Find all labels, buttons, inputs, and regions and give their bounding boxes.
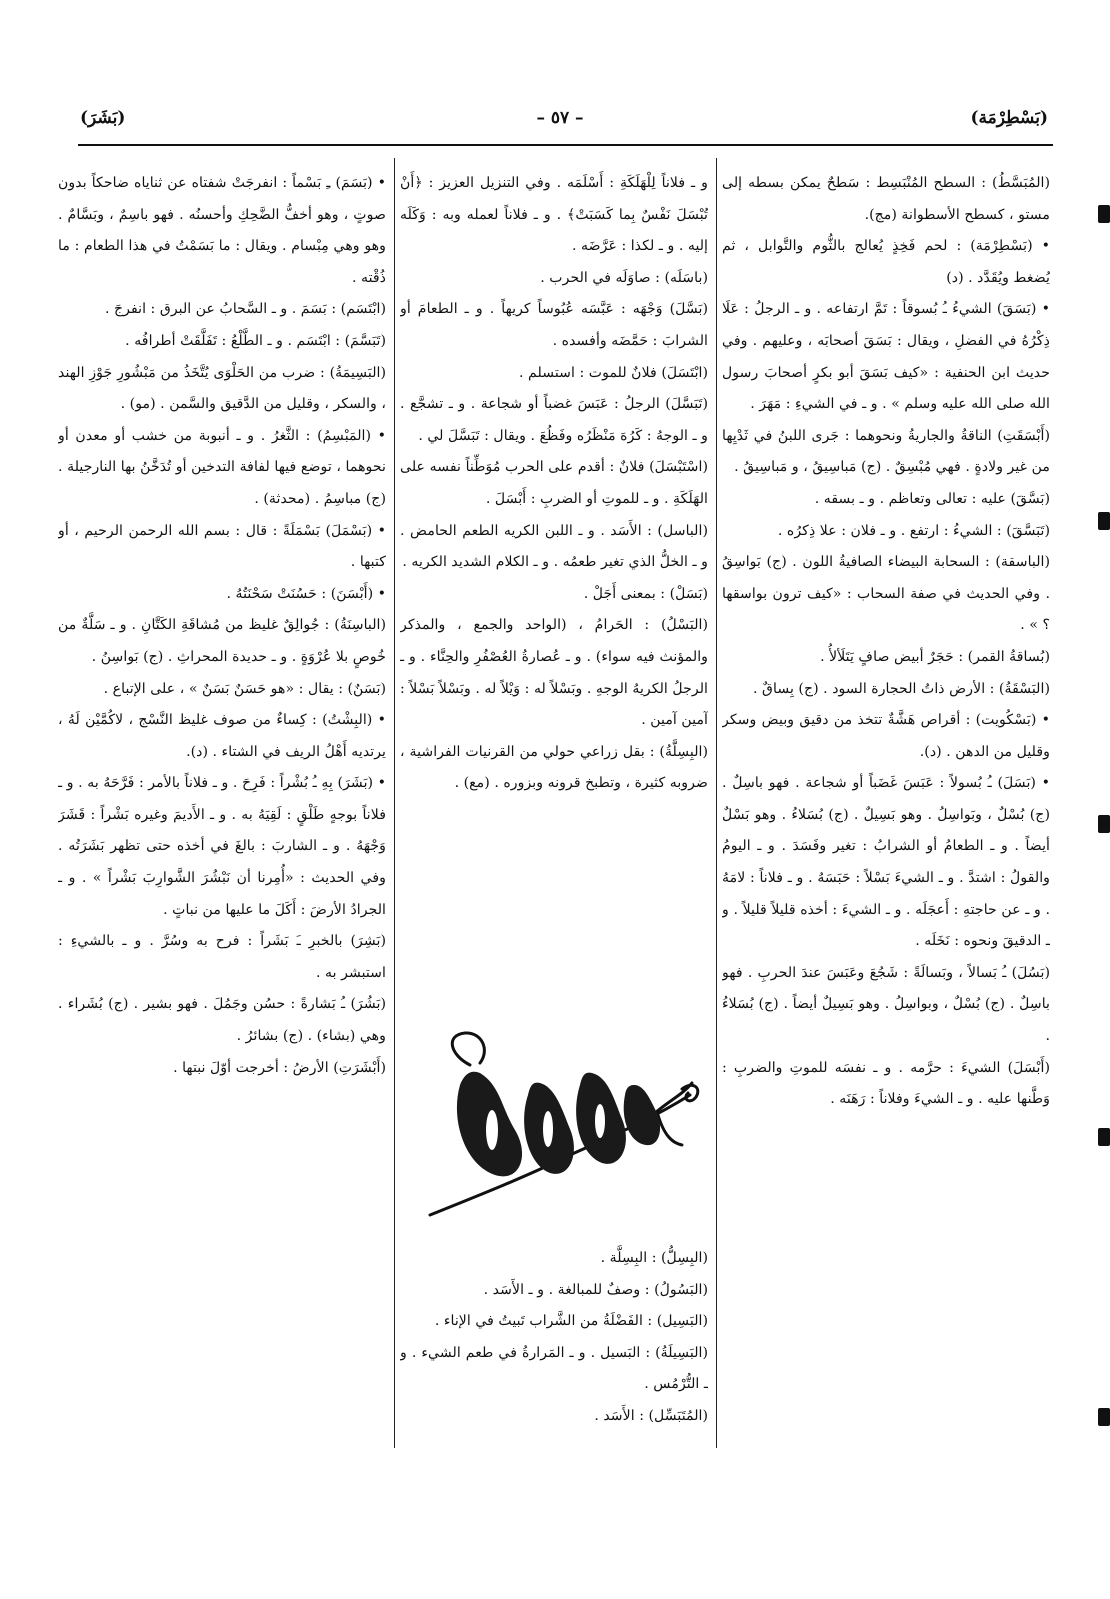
pea-plant-illustration <box>420 1025 720 1235</box>
entry: (البَسِيلَةُ) : البَسيل . و ـ المَرارةُ في طعم الشيء . و ـ التُّرْمُس . <box>400 1344 708 1393</box>
entry: • (بَسَقَ) الشيءُ ـُ بُسوقاً : تَمَّ ارتفاعه . و ـ الرجلُ : عَلَا ذِكْرُهُ في الفضلِ ، ويقال : بَسَقَ أصحابَه ، وعليهم . وفي حديث ابن الحنفية : «كيف بَسَقَ أبو بكرٍ أصحابَ رسول الله صلى الله عليه وسلم » . و ـ في الشيءِ : مَهَرَ . <box>722 301 1050 413</box>
entry: (الباسل) : الأَسَد . و ـ اللبن الكريه الطعم الحامض . و ـ الخلُّ الذي تغير طعمُه . و ـ الكلام الشديد الكريه . <box>400 522 708 571</box>
entry: (ابْتَسَلَ) فلانٌ للموت : استسلم . <box>519 364 708 381</box>
entry: (بَسُلَ) ـُ بَسالاً ، وبَسالَةً : شَجُعَ وعَبَسَ عندَ الحربِ . فهو باسِلٌ . (ج) بُسْلٌ ، وبواسِلُ . وهو بَسِيلٌ أيضاً . (ج) بُسَلاءُ . <box>722 964 1050 1045</box>
column-right <box>722 168 1050 1443</box>
entry: (البِسِلَّةُ) : بقل زراعي حولي من القرنيات الفراشية ، ضروبه كثيرة ، وتطبخ قرونه وبزوره . (مع) . <box>400 743 708 792</box>
entry: (بَسَّلَ) وَجْهَه : عَبَّسَه عُبُوساً كريهاً . و ـ الطعامَ أو الشرابَ : حَمَّضَه وأفسده . <box>400 301 708 349</box>
entry: (الباسِنَةُ) : جُوالِقٌ غليظ من مُشاقَةِ الكَتَّانِ . و ـ سَلَّةٌ من خُوصٍ بلا عُرْوَةٍ . و ـ حديدة المحراثِ . (ج) بَواسِنُ . <box>58 617 386 665</box>
entry: (البَسْلُ) : الحَرامُ ، (الواحد والجمع ، والمذكر والمؤنث فيه سواء) . و ـ عُصارةُ العُصْفُرِ والحِنَّاء . و ـ الرجلُ الكريهُ الوجهِ . وبَسْلاً له : وَيْلاً له . وبَسْلاً بَسْلاً : آمين آمين . <box>400 617 708 729</box>
entry: • (بَشَرَ) بِهِ ـُ بُشْراً : فَرِحَ . و ـ فلاناً بالأمر : فَرَّحَهُ به . و ـ فلاناً بوجهٍ طَلْقٍ : لَقِيَهُ به . و ـ الأَديمَ وغيره بَشْراً : قَشَرَ وَجْهَهُ . و ـ الشاربَ : بالغَ في أخذه حتى تظهر بَشَرَتُه . وفي الحديث : «أُمِرنا أن نَبْشُرَ الشَّوارِبَ بَشْراً » . و ـ الجرادُ الأرضَ : أَكَلَ ما عليها من نباتٍ . <box>58 775 386 918</box>
entry: و ـ فلاناً لِلْهَلَكَةِ : أَسْلَمَه . وفي التنزيل العزيز : ﴿أَنْ تُبْسَلَ نَفْسٌ بِما كَسَبَتْ﴾ . و ـ فلاناً لعمله وبه : وَكَلَه إليه . و ـ لكذا : عَرَّضَه . <box>400 175 708 255</box>
column-divider-left <box>394 158 395 1448</box>
column-middle-continued <box>400 1243 708 1443</box>
entry: (اسْتَبْسَلَ) فلانٌ : أقدم على الحرب مُوَطِّناً نفسه على الهَلَكَةِ . و ـ للموتِ أو الضربِ : أَبْسَلَ . <box>400 459 708 507</box>
scan-edge-mark <box>1098 1128 1110 1146</box>
page-number: – ٥٧ – <box>536 108 584 128</box>
column-middle <box>400 168 708 998</box>
entry: (بَسَّقَ) عليه : تعالى وتعاظم . و ـ بسقه . <box>814 490 1050 507</box>
entry: • (بَسْطِرْمَة) : لحم فَخِذٍ يُعالج بالثُّوم والتَّوابل ، ثم يُضغط ويُقَدَّد . (د) <box>722 238 1050 286</box>
entry: (تَبَسَّمَ) : ابْتَسَم . و ـ الطَّلْعُ : تَفَلَّقَتْ أطرافُه . <box>125 332 386 349</box>
entry: (أَبْسَلَ) الشيءَ : حرَّمه . و ـ نفسَه للموتِ والضربِ : وَطَّنها عليه . و ـ الشيءَ وفلاناً : رَهَنَه . <box>722 1059 1050 1108</box>
entry: (بَسَنٌ) : يقال : «هو حَسَنٌ بَسَنٌ » ، على الإتباع . <box>103 680 386 697</box>
entry: (تَبَسَّقَ) : الشيءُ : ارتفع . و ـ فلان : علا ذِكرُه . <box>777 522 1050 539</box>
scan-edge-mark <box>1098 512 1110 530</box>
entry: (المُبَسَّطُ) : السطح المُنْبَسِط : سَطحٌ يمكن بسطه إلى مستو ، كسطح الأسطوانة (مج). <box>722 175 1050 223</box>
entry: • (البِشْتُ) : كِساءٌ من صوف غليظ النَّسْج ، لاكُمَّيْن لَهُ ، يرتديه أَهْلُ الريف في الشتاء . (د). <box>58 712 386 760</box>
entry: (باسَلَه) : صاوَلَه في الحرب . <box>540 269 708 286</box>
entry: • (بَسْمَلَ) بَسْمَلَةً : قال : بسم الله الرحمن الرحيم ، أو كتبها . <box>58 522 386 571</box>
entry: (البَسُولُ) : وصفٌ للمبالغة . و ـ الأَسَد . <box>483 1281 708 1298</box>
entry: (البِسِلُّ) : البِسِلَّة . <box>600 1250 708 1266</box>
entry: • (بَسْكُويت) : أقراص هَشَّةٌ تتخذ من دقيق وبيض وسكر وقليل من الدهن . (د). <box>722 712 1050 760</box>
entry: (البَسِيل) : الفَضْلَةُ من الشَّراب تَبيتُ في الإناء . <box>434 1313 708 1330</box>
entry: (أَبْشَرَتِ) الأرضُ : أخرجت أوّلَ نبتها . <box>173 1059 386 1076</box>
entry: (بَسَلْ) : بمعنى أَجَلْ . <box>583 585 708 602</box>
entry: (أَبْسَقَتِ) الناقةُ والجاريةُ ونحوهما : جَرى اللبنُ في ثَدْيِها من غير ولادةٍ . فهي مُبْسِقٌ . (ج) مَباسِيقُ ، و مَباسِيقُ . <box>722 427 1050 476</box>
header-right-keyword: (بَسْطِرْمَة) <box>970 108 1048 128</box>
entry: (بَشُرَ) ـُ بَشارةً : حسُن وجَمُلَ . فهو بشير . (ج) بُشَراء . وهي (بشاء) . (ج) بشائرُ . <box>58 996 386 1045</box>
entry: (ابْتَسَم) : بَسَمَ . و ـ السَّحابُ عن البرق : انفرجَ . <box>104 301 386 318</box>
entry: • (بَسَمَ) ـِ بَسْماً : انفرجَتْ شفتاه عن ثناياه ضاحكاً بدون صوتٍ ، وهو أخفُّ الضَّحِكِ وأحسنُه . فهو باسِمٌ ، وبَسَّامٌ . وهو وهي مِبْسام . ويقال : ما بَسَمْتُ في هذا الطعام : ما ذُقْته . <box>58 175 386 286</box>
entry: (تَبَسَّلَ) الرجلُ : عَبَسَ غضباً أو شجاعة . و ـ تشجَّع . و ـ الوجهُ : كَرُهَ مَنْظَرُه وفَظُعَ . ويقال : تَبَسَّلَ لي . <box>400 396 708 444</box>
entry: (الباسقة) : السحابة البيضاء الصافيةُ اللون . (ج) بَواسِقُ . وفي الحديث في صفة السحاب : «كيف ترون بواسقها ؟ » . <box>722 554 1050 634</box>
column-divider-right <box>716 158 717 1448</box>
header-rule <box>78 144 1053 146</box>
entry: (بَشِرَ) بالخبرِ ـَ بَشَراً : فرح به وسُرَّ . و ـ بالشيءِ : استبشر به . <box>58 933 386 981</box>
scan-edge-mark <box>1098 1408 1110 1426</box>
entry: (المُتَبَسِّل) : الأَسَد . <box>594 1407 708 1424</box>
entry: • (بَسَلَ) ـُ بُسولاً : عَبَسَ غَضَباً أو شجاعة . فهو باسِلٌ . (ج) بُسْلٌ ، وبَواسِلُ . وهو بَسِيلٌ . (ج) بُسَلاءُ . وهو بَسْلٌ أيضاً . و ـ الطعامُ أو الشرابُ : تغير وفَسَدَ . و ـ اليومُ والقولُ : اشتدَّ . و ـ الشيءَ بَسْلاً : حَبَسَهُ . و ـ فلاناً : لامَهُ . و ـ عن حاجتهِ : أَعجَلَه . و ـ الشيءَ : أخذه قليلاً قليلاً . و ـ الدقيقَ ونحوه : نَخَلَه . <box>722 775 1050 950</box>
entry: (بُساقةُ القمر) : حَجَرٌ أبيض صافٍ يَتَلَألأُ . <box>820 648 1050 665</box>
column-left <box>58 168 386 1443</box>
header-left-keyword: (بَشَرَ) <box>80 108 126 128</box>
entry: • (أَبْسَنَ) : حَسُنَتْ سَحْنَتُهُ . <box>226 585 386 602</box>
scan-edge-mark <box>1098 205 1110 223</box>
scan-edge-mark <box>1098 815 1110 833</box>
entry: (البَسِيمَةُ) : ضرب من الحَلْوَى يُتَّخَذُ من مَبْشُورِ جَوْزِ الهند ، والسكر ، وقليل من الدَّقيق والسَّمن . (مو) . <box>58 364 386 413</box>
entry: (البَسْقَةُ) : الأرض ذاتُ الحجارة السود . (ج) بِساقٌ . <box>752 680 1050 697</box>
entry: • (المَبْسِمُ) : الثَّغرُ . و ـ أنبوبة من خشب أو معدن أو نحوهما ، توضع فيها لفافة التدخين أو تُدَخَّنُ بها النارجيلة . (ج) مباسِمُ . (محدثة) . <box>58 427 386 507</box>
